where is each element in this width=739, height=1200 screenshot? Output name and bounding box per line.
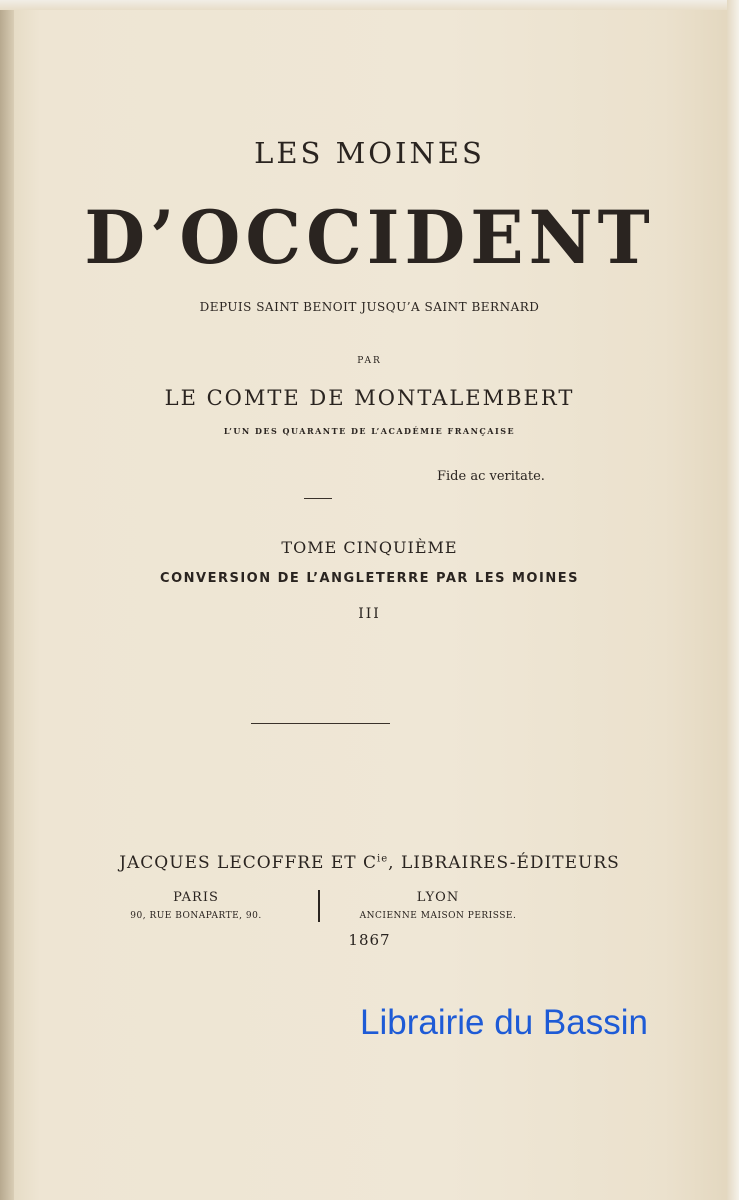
address-left: 90, RUE BONAPARTE, 90.: [130, 911, 262, 921]
short-rule-divider: [304, 498, 332, 499]
subtitle: DEPUIS SAINT BENOIT JUSQU’A SAINT BERNARD: [199, 300, 540, 314]
volume-label: TOME CINQUIÈME: [281, 538, 458, 557]
address-right: ANCIENNE MAISON PERISSE.: [359, 911, 517, 921]
author-name: LE COMTE DE MONTALEMBERT: [164, 386, 575, 410]
title-line-2: D’OCCIDENT: [84, 193, 655, 282]
publisher-superscript: ie: [377, 853, 389, 865]
author-note: L’UN DES QUARANTE DE L’ACADÉMIE FRANÇAISE: [223, 426, 516, 436]
city-right: LYON: [416, 890, 460, 905]
publisher-suffix: , LIBRAIRES-ÉDITEURS: [388, 853, 620, 873]
page-right-edge: [727, 0, 739, 1200]
long-rule-divider: [251, 723, 390, 724]
page-top-edge: [0, 0, 739, 10]
publisher-line: [0, 853, 739, 873]
publication-year: 1867: [348, 931, 391, 949]
title-line-1: LES MOINES: [254, 136, 485, 170]
book-spine-shadow: [0, 0, 14, 1200]
par-label: PAR: [357, 356, 382, 366]
city-left: PARIS: [173, 890, 219, 905]
motto: Fide ac veritate.: [437, 469, 545, 484]
volume-subtitle: CONVERSION DE L’ANGLETERRE PAR LES MOINES: [160, 571, 579, 586]
publisher-prefix: JACQUES LECOFFRE ET C: [119, 853, 378, 873]
watermark-text: Librairie du Bassin: [360, 1003, 648, 1042]
volume-part: III: [358, 606, 381, 622]
